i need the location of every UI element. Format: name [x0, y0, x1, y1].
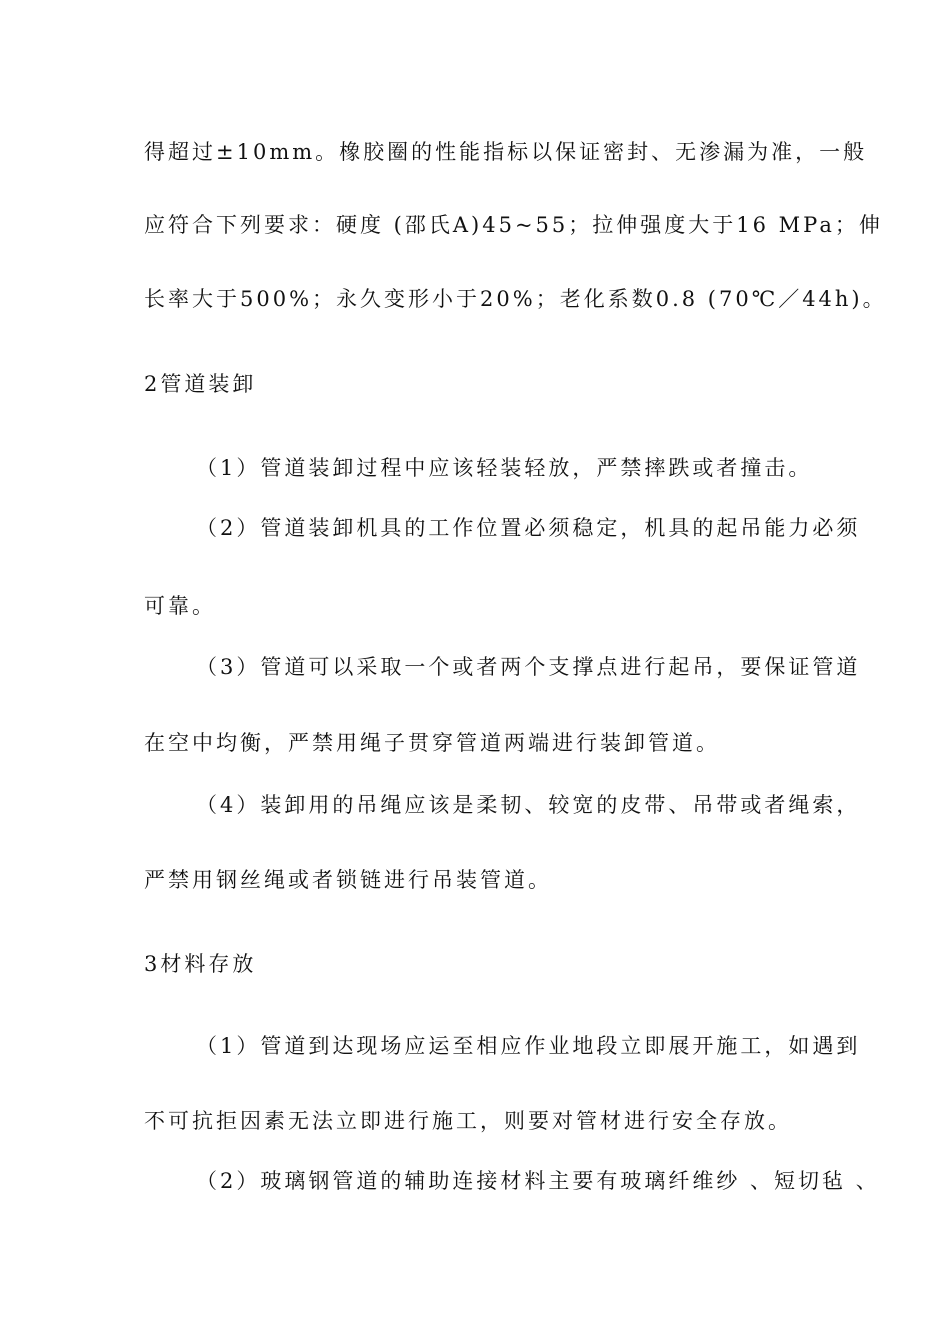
list-item-text: （2）玻璃钢管道的辅助连接材料主要有玻璃纤维纱 、短切毡 、: [196, 1169, 880, 1193]
body-text-line: 得超过±10mm。橡胶圈的性能指标以保证密封、无渗漏为准，一般: [144, 140, 868, 164]
list-item-text: （4）装卸用的吊绳应该是柔韧、较宽的皮带、吊带或者绳索，: [196, 793, 861, 817]
list-item-text: （2）管道装卸机具的工作位置必须稳定，机具的起吊能力必须: [196, 516, 861, 540]
body-text-line: 长率大于500%；永久变形小于20%；老化系数0.8 (70℃／44h)。: [144, 287, 887, 311]
list-item-text: （1）管道装卸过程中应该轻装轻放，严禁摔跌或者撞击。: [196, 456, 813, 480]
section-heading: 2管道装卸: [144, 372, 257, 396]
body-text-line: 严禁用钢丝绳或者锁链进行吊装管道。: [144, 868, 552, 892]
section-heading: 3材料存放: [144, 952, 257, 976]
list-item-text: （1）管道到达现场应运至相应作业地段立即展开施工，如遇到: [196, 1034, 861, 1058]
body-text-line: 可靠。: [144, 594, 216, 618]
body-text-line: 不可抗拒因素无法立即进行施工，则要对管材进行安全存放。: [144, 1109, 792, 1133]
body-text-line: 应符合下列要求：硬度 (邵氏A)45~55；拉伸强度大于16 MPa；伸: [144, 213, 883, 237]
list-item-text: （3）管道可以采取一个或者两个支撑点进行起吊，要保证管道: [196, 655, 861, 679]
body-text-line: 在空中均衡，严禁用绳子贯穿管道两端进行装卸管道。: [144, 731, 720, 755]
